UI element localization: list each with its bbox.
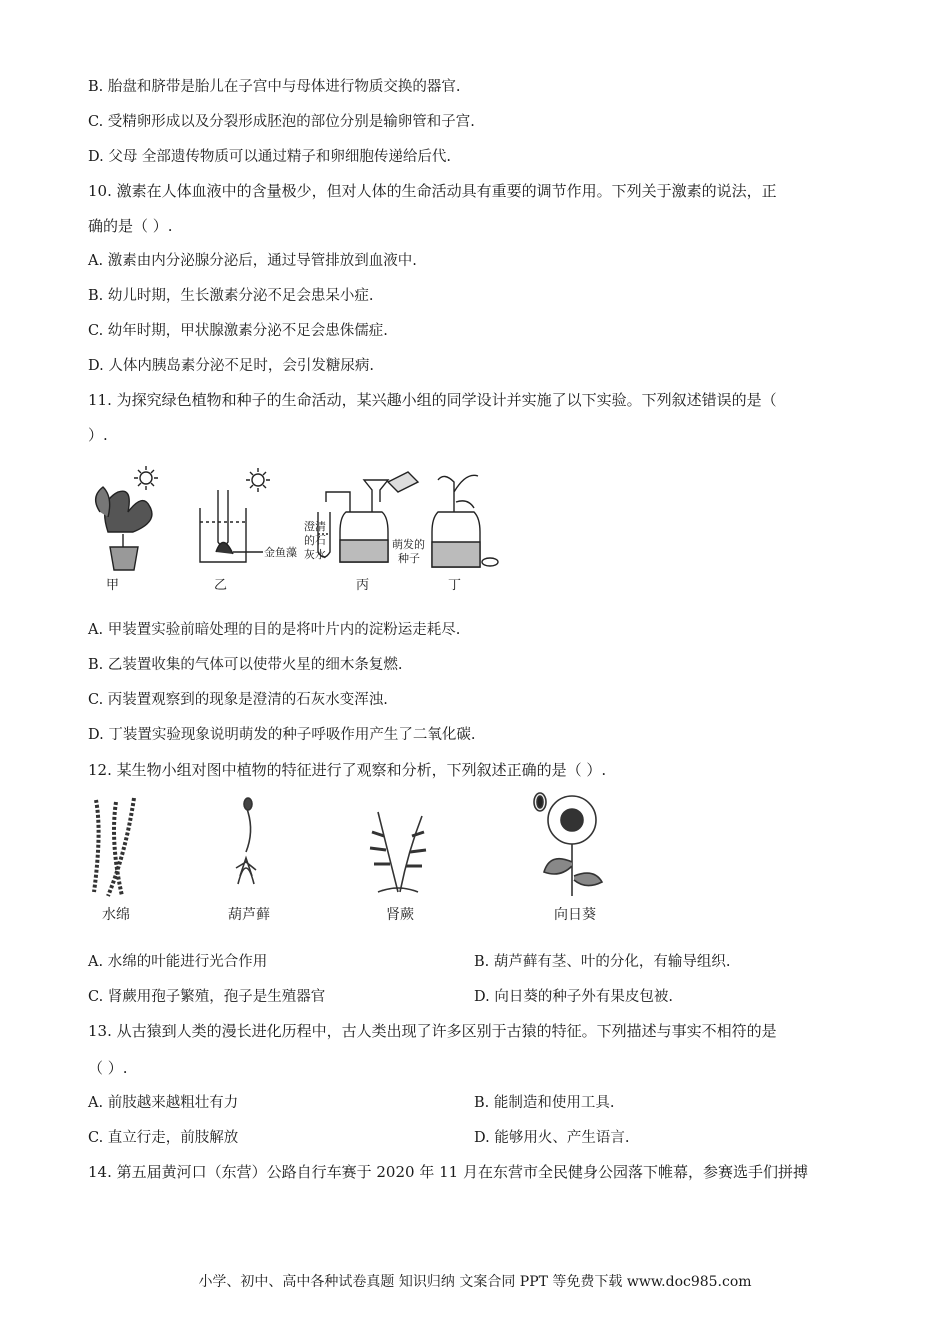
q13-stem-line2: （ ）. (88, 1059, 128, 1077)
q9-option-d: D. 父母 全部遗传物质可以通过精子和卵细胞传递给后代. (88, 149, 452, 165)
q12-option-b: B. 葫芦藓有茎、叶的分化，有输导组织. (474, 954, 731, 970)
q11-stem-line2: ）. (88, 426, 108, 444)
q13-stem-line1: 13. 从古猿到人类的漫长进化历程中，古人类出现了许多区别于古猿的特征。下列描述与事实不相符的是 (88, 1022, 777, 1040)
q9-option-c: C. 受精卵形成以及分裂形成胚泡的部位分别是输卵管和子宫. (88, 114, 475, 130)
page-footer: 小学、初中、高中各种试卷真题 知识归纳 文案合同 PPT 等免费下载 www.doc985.com (198, 1274, 752, 1290)
fig-label-yi: 乙 (214, 578, 228, 593)
q10-stem-line2: 确的是（ ）. (88, 217, 173, 235)
q10-option-b: B. 幼儿时期，生长激素分泌不足会患呆小症. (88, 288, 374, 304)
q12-stem: 12. 某生物小组对图中植物的特征进行了观察和分析，下列叙述正确的是（ ）. (88, 761, 607, 779)
q13-option-c: C. 直立行走，前肢解放 (88, 1130, 239, 1146)
q10-option-c: C. 幼年时期，甲状腺激素分泌不足会患侏儒症. (88, 323, 388, 339)
fig-label-bing: 丙 (356, 578, 370, 593)
q10-option-a: A. 激素由内分泌腺分泌后，通过导管排放到血液中. (88, 253, 417, 269)
plant-label-spirogyra: 水绵 (102, 907, 130, 923)
q13-option-b: B. 能制造和使用工具. (474, 1095, 615, 1111)
plant-label-fern: 肾蕨 (386, 907, 414, 923)
q11-stem-line1: 11. 为探究绿色植物和种子的生命活动，某兴趣小组的同学设计并实施了以下实验。下列叙述错误的是（ (88, 391, 777, 409)
q10-option-d: D. 人体内胰岛素分泌不足时，会引发糖尿病. (88, 358, 374, 374)
q11-option-d: D. 丁装置实验现象说明萌发的种子呼吸作用产生了二氧化碳. (88, 727, 476, 743)
q11-option-b: B. 乙装置收集的气体可以使带火星的细木条复燃. (88, 657, 403, 673)
q12-option-d: D. 向日葵的种子外有果皮包被. (474, 989, 673, 1005)
fig-label-lime-water-2: 的石 (304, 534, 326, 547)
fig-label-goldfish-weed: 金鱼藻 (264, 546, 297, 559)
q11-option-a: A. 甲装置实验前暗处理的目的是将叶片内的淀粉运走耗尽. (88, 622, 461, 638)
q9-option-b: B. 胎盘和脐带是胎儿在子宫中与母体进行物质交换的器官. (88, 79, 461, 95)
q14-stem-line1: 14. 第五届黄河口（东营）公路自行车赛于 2020 年 11 月在东营市全民健身公园落下帷幕，参赛选手们拼搏 (88, 1163, 808, 1181)
fig-label-lime-water-1: 澄清 (304, 520, 326, 533)
q12-option-c: C. 肾蕨用孢子繁殖，孢子是生殖器官 (88, 989, 326, 1005)
experiment-apparatus-drawing (88, 462, 508, 602)
q12-plant-figure (88, 792, 628, 932)
q13-option-d: D. 能够用火、产生语言. (474, 1130, 630, 1146)
fig-label-lime-water-3: 灰水 (304, 548, 326, 561)
fig-label-germinating-seeds-1: 萌发的 (392, 538, 425, 551)
plant-label-sunflower: 向日葵 (554, 907, 596, 923)
q12-option-a: A. 水绵的叶能进行光合作用 (88, 954, 268, 970)
plant-illustrations (88, 792, 628, 932)
q10-stem-line1: 10. 激素在人体血液中的含量极少，但对人体的生命活动具有重要的调节作用。下列关于激素的说法，正 (88, 182, 777, 200)
fig-label-jia: 甲 (106, 578, 120, 593)
fig-label-germinating-seeds-2: 种子 (398, 552, 420, 565)
q11-option-c: C. 丙装置观察到的现象是澄清的石灰水变浑浊. (88, 692, 388, 708)
fig-label-ding: 丁 (448, 578, 462, 593)
q11-experiment-figure (88, 462, 508, 602)
plant-label-moss: 葫芦藓 (228, 907, 270, 923)
q13-option-a: A. 前肢越来越粗壮有力 (88, 1095, 239, 1111)
